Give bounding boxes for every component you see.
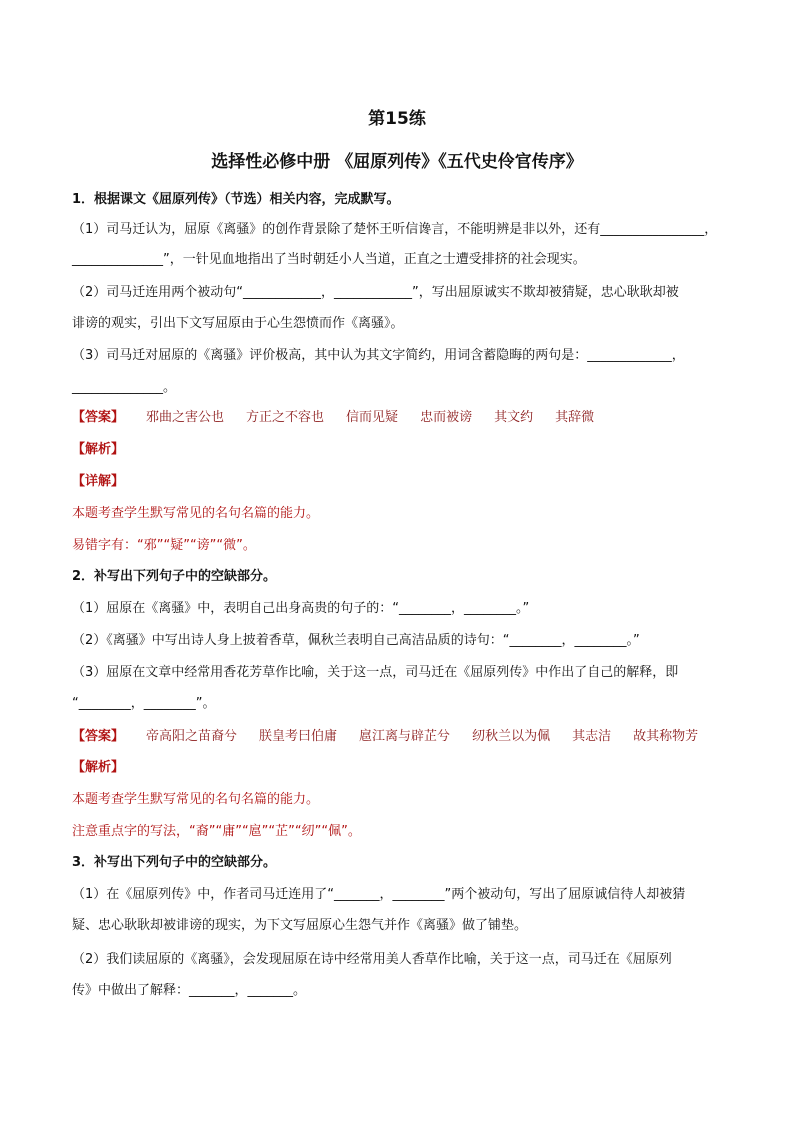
answer-item: 忠而被谤 [420,410,473,425]
q1-detail-text: 本题考查学生默写常见的名句名篇的能力。 [72,506,320,521]
q1-error-chars: 易错字有：“邪”“疑”“谤”“微”。 [72,538,256,553]
q3-sub1-line1: （1）在《屈原列传》中，作者司马迁连用了“_______，________”两个被动句，写出了屈原诚信待人却被猜 [72,887,686,902]
q1-sub1-line1: （1）司马迁认为，屈原《离骚》的创作背景除了楚怀王听信谗言，不能明辨是非以外，还有________________， [72,222,718,237]
q1-sub2-line2: 诽谤的观实，引出下文写屈原由于心生怨愤而作《离骚》。 [72,316,404,331]
page-title: 第15练 [368,109,426,129]
q2-detail-text: 本题考查学生默写常见的名句名篇的能力。 [72,792,320,807]
q2-sub1: （1）屈原在《离骚》中，表明自己出身高贵的句子的：“________，________。” [72,601,530,616]
answer-item: 其辞微 [555,410,595,425]
page-subtitle: 选择性必修中册 《屈原列传》《五代史伶官传序》 [211,152,583,172]
answer-item: 故其称物芳 [633,729,699,744]
q1-sub1-line2: ______________”，一针见血地指出了当时朝廷小人当道，正直之士遭受排挤的社会现实。 [72,252,586,267]
q1-sub3-line2: ______________。 [72,380,177,395]
answer-item: 方正之不容也 [246,410,325,425]
q1-detail-label: 【详解】 [72,474,125,489]
q2-analysis-label: 【解析】 [72,760,125,775]
q1-sub2-line1: （2）司马迁连用两个被动句“____________，____________”，写出屈原诚实不欺却被猜疑，忠心耿耿却被 [72,285,679,300]
answer-item: 朕皇考曰伯庸 [259,729,338,744]
answer-item: 其志洁 [572,729,612,744]
q2-key-chars: 注意重点字的写法，“裔”“庸”“扈”“芷”“纫”“佩”。 [72,824,361,839]
q3-sub2-line1: （2）我们读屈原的《离骚》，会发现屈原在诗中经常用美人香草作比喻，关于这一点，司马迁在《屈原列 [72,952,672,967]
q2-heading: 2．补写出下列句子中的空缺部分。 [72,569,277,584]
q2-sub3-line2: “________，________”。 [72,696,216,711]
answer-label: 【答案】 [72,410,125,425]
q1-heading: 1．根据课文《屈原列传》（节选）相关内容，完成默写。 [72,192,400,207]
answer-item: 扈江离与辟芷兮 [359,729,451,744]
answer-item: 纫秋兰以为佩 [472,729,551,744]
q1-analysis-label: 【解析】 [72,442,125,457]
answer-item: 邪曲之害公也 [146,410,225,425]
q3-sub2-line2: 传》中做出了解释：_______，_______。 [72,983,307,998]
answer-item: 信而见疑 [346,410,399,425]
q3-sub1-line2: 疑、忠心耿耿却被诽谤的现实，为下文写屈原心生怨气并作《离骚》做了铺垫。 [72,918,528,933]
q2-answer-row [72,727,698,747]
answer-item: 其文约 [494,410,534,425]
q1-sub3-line1: （3）司马迁对屈原的《离骚》评价极高，其中认为其文字简约，用词含蓄隐晦的两句是：_____________， [72,348,685,363]
q1-answer-row [72,408,594,428]
q2-sub2: （2）《离骚》中写出诗人身上披着香草，佩秋兰表明自己高洁品质的诗句：“________，________。” [72,633,640,648]
q2-sub3-line1: （3）屈原在文章中经常用香花芳草作比喻，关于这一点，司马迁在《屈原列传》中作出了自己的解释，即 [72,665,679,680]
answer-item: 帝高阳之苗裔兮 [146,729,238,744]
answer-label: 【答案】 [72,729,125,744]
q3-heading: 3．补写出下列句子中的空缺部分。 [72,855,277,870]
